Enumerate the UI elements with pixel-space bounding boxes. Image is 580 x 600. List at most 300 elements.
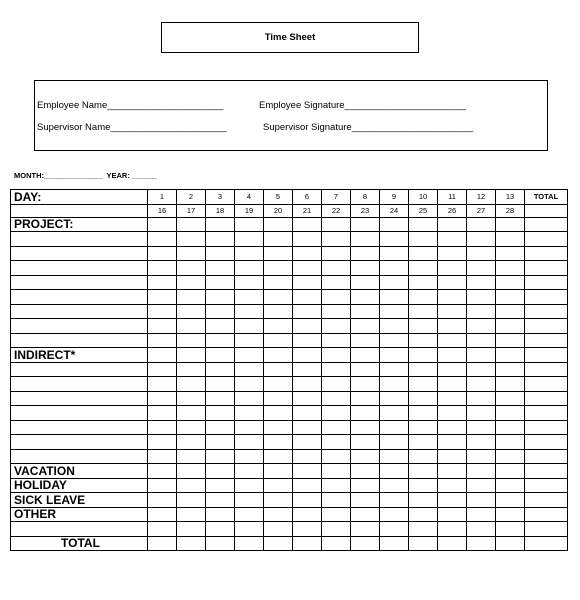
supervisor-signature-field[interactable]: Supervisor Signature_______________________	[263, 122, 474, 133]
employee-signature-field[interactable]: Employee Signature_______________________	[259, 100, 467, 111]
hours-cell[interactable]	[438, 478, 467, 493]
hours-cell[interactable]	[293, 304, 322, 319]
hours-cell[interactable]	[351, 232, 380, 247]
hours-cell[interactable]	[351, 449, 380, 464]
hours-cell[interactable]	[235, 435, 264, 450]
hours-cell[interactable]	[206, 507, 235, 522]
hours-cell[interactable]	[467, 319, 496, 334]
hours-cell[interactable]	[438, 464, 467, 479]
hours-cell[interactable]	[206, 304, 235, 319]
hours-cell[interactable]	[438, 420, 467, 435]
hours-cell[interactable]	[235, 275, 264, 290]
hours-cell[interactable]	[264, 449, 293, 464]
hours-cell[interactable]	[467, 232, 496, 247]
hours-cell[interactable]	[235, 362, 264, 377]
hours-cell[interactable]	[351, 348, 380, 363]
hours-cell[interactable]	[496, 275, 525, 290]
hours-cell[interactable]	[380, 406, 409, 421]
hours-cell[interactable]	[293, 261, 322, 276]
hours-cell[interactable]	[438, 493, 467, 508]
hours-cell[interactable]	[293, 464, 322, 479]
hours-cell[interactable]	[351, 522, 380, 537]
hours-cell[interactable]	[293, 348, 322, 363]
hours-cell[interactable]	[177, 290, 206, 305]
hours-cell[interactable]	[235, 232, 264, 247]
employee-name-field[interactable]: Employee Name______________________	[37, 100, 224, 111]
hours-cell[interactable]	[206, 348, 235, 363]
hours-cell[interactable]	[293, 246, 322, 261]
hours-cell[interactable]	[206, 435, 235, 450]
hours-cell[interactable]	[322, 435, 351, 450]
hours-cell[interactable]	[467, 333, 496, 348]
hours-cell[interactable]	[438, 391, 467, 406]
hours-cell[interactable]	[380, 536, 409, 551]
hours-cell[interactable]	[380, 464, 409, 479]
hours-cell[interactable]	[148, 217, 177, 232]
hours-cell[interactable]	[496, 435, 525, 450]
hours-cell[interactable]	[467, 522, 496, 537]
hours-cell[interactable]	[206, 217, 235, 232]
hours-cell[interactable]	[148, 435, 177, 450]
row-total-cell[interactable]	[525, 435, 568, 450]
hours-cell[interactable]	[351, 319, 380, 334]
hours-cell[interactable]	[496, 348, 525, 363]
hours-cell[interactable]	[380, 478, 409, 493]
hours-cell[interactable]	[351, 290, 380, 305]
hours-cell[interactable]	[467, 261, 496, 276]
hours-cell[interactable]	[235, 391, 264, 406]
hours-cell[interactable]	[264, 348, 293, 363]
hours-cell[interactable]	[409, 261, 438, 276]
hours-cell[interactable]	[293, 290, 322, 305]
hours-cell[interactable]	[380, 304, 409, 319]
hours-cell[interactable]	[351, 217, 380, 232]
row-total-cell[interactable]	[525, 420, 568, 435]
hours-cell[interactable]	[438, 522, 467, 537]
hours-cell[interactable]	[496, 304, 525, 319]
hours-cell[interactable]	[322, 304, 351, 319]
hours-cell[interactable]	[293, 232, 322, 247]
hours-cell[interactable]	[467, 449, 496, 464]
hours-cell[interactable]	[264, 435, 293, 450]
hours-cell[interactable]	[409, 275, 438, 290]
hours-cell[interactable]	[496, 261, 525, 276]
hours-cell[interactable]	[496, 362, 525, 377]
hours-cell[interactable]	[380, 246, 409, 261]
hours-cell[interactable]	[322, 232, 351, 247]
hours-cell[interactable]	[206, 333, 235, 348]
hours-cell[interactable]	[235, 464, 264, 479]
row-total-cell[interactable]	[525, 319, 568, 334]
hours-cell[interactable]	[409, 435, 438, 450]
hours-cell[interactable]	[177, 464, 206, 479]
hours-cell[interactable]	[206, 246, 235, 261]
hours-cell[interactable]	[293, 478, 322, 493]
hours-cell[interactable]	[264, 377, 293, 392]
hours-cell[interactable]	[177, 507, 206, 522]
hours-cell[interactable]	[264, 290, 293, 305]
hours-cell[interactable]	[264, 478, 293, 493]
row-total-cell[interactable]	[525, 449, 568, 464]
hours-cell[interactable]	[206, 449, 235, 464]
hours-cell[interactable]	[467, 406, 496, 421]
hours-cell[interactable]	[467, 362, 496, 377]
hours-cell[interactable]	[148, 232, 177, 247]
hours-cell[interactable]	[496, 319, 525, 334]
hours-cell[interactable]	[496, 333, 525, 348]
hours-cell[interactable]	[264, 536, 293, 551]
hours-cell[interactable]	[322, 507, 351, 522]
hours-cell[interactable]	[177, 333, 206, 348]
hours-cell[interactable]	[467, 507, 496, 522]
hours-cell[interactable]	[148, 391, 177, 406]
hours-cell[interactable]	[409, 507, 438, 522]
hours-cell[interactable]	[351, 507, 380, 522]
hours-cell[interactable]	[467, 377, 496, 392]
hours-cell[interactable]	[264, 246, 293, 261]
hours-cell[interactable]	[351, 304, 380, 319]
hours-cell[interactable]	[351, 333, 380, 348]
hours-cell[interactable]	[409, 333, 438, 348]
hours-cell[interactable]	[235, 333, 264, 348]
hours-cell[interactable]	[177, 449, 206, 464]
row-total-cell[interactable]	[525, 464, 568, 479]
hours-cell[interactable]	[177, 478, 206, 493]
hours-cell[interactable]	[351, 464, 380, 479]
hours-cell[interactable]	[380, 232, 409, 247]
hours-cell[interactable]	[322, 536, 351, 551]
row-total-cell[interactable]	[525, 232, 568, 247]
hours-cell[interactable]	[206, 536, 235, 551]
hours-cell[interactable]	[438, 333, 467, 348]
row-total-cell[interactable]	[525, 391, 568, 406]
hours-cell[interactable]	[322, 246, 351, 261]
row-total-cell[interactable]	[525, 377, 568, 392]
hours-cell[interactable]	[235, 377, 264, 392]
hours-cell[interactable]	[293, 507, 322, 522]
hours-cell[interactable]	[322, 319, 351, 334]
row-total-cell[interactable]	[525, 261, 568, 276]
hours-cell[interactable]	[409, 464, 438, 479]
hours-cell[interactable]	[351, 377, 380, 392]
hours-cell[interactable]	[409, 232, 438, 247]
hours-cell[interactable]	[206, 493, 235, 508]
hours-cell[interactable]	[177, 536, 206, 551]
hours-cell[interactable]	[293, 275, 322, 290]
hours-cell[interactable]	[409, 319, 438, 334]
hours-cell[interactable]	[235, 348, 264, 363]
hours-cell[interactable]	[496, 420, 525, 435]
hours-cell[interactable]	[148, 348, 177, 363]
hours-cell[interactable]	[438, 304, 467, 319]
hours-cell[interactable]	[235, 507, 264, 522]
row-total-cell[interactable]	[525, 275, 568, 290]
hours-cell[interactable]	[322, 261, 351, 276]
row-total-cell[interactable]	[525, 362, 568, 377]
hours-cell[interactable]	[177, 435, 206, 450]
hours-cell[interactable]	[409, 478, 438, 493]
hours-cell[interactable]	[438, 261, 467, 276]
hours-cell[interactable]	[438, 232, 467, 247]
hours-cell[interactable]	[322, 406, 351, 421]
hours-cell[interactable]	[409, 246, 438, 261]
hours-cell[interactable]	[264, 420, 293, 435]
hours-cell[interactable]	[235, 261, 264, 276]
hours-cell[interactable]	[148, 304, 177, 319]
hours-cell[interactable]	[264, 333, 293, 348]
hours-cell[interactable]	[322, 362, 351, 377]
hours-cell[interactable]	[409, 217, 438, 232]
row-total-cell[interactable]	[525, 290, 568, 305]
hours-cell[interactable]	[409, 420, 438, 435]
hours-cell[interactable]	[467, 290, 496, 305]
hours-cell[interactable]	[380, 348, 409, 363]
row-total-cell[interactable]	[525, 217, 568, 232]
hours-cell[interactable]	[467, 478, 496, 493]
hours-cell[interactable]	[235, 522, 264, 537]
hours-cell[interactable]	[293, 377, 322, 392]
hours-cell[interactable]	[467, 464, 496, 479]
hours-cell[interactable]	[235, 304, 264, 319]
hours-cell[interactable]	[293, 493, 322, 508]
hours-cell[interactable]	[235, 290, 264, 305]
hours-cell[interactable]	[351, 362, 380, 377]
hours-cell[interactable]	[177, 261, 206, 276]
hours-cell[interactable]	[293, 333, 322, 348]
hours-cell[interactable]	[264, 261, 293, 276]
hours-cell[interactable]	[467, 275, 496, 290]
hours-cell[interactable]	[351, 391, 380, 406]
row-total-cell[interactable]	[525, 493, 568, 508]
hours-cell[interactable]	[148, 464, 177, 479]
hours-cell[interactable]	[438, 348, 467, 363]
month-field[interactable]: MONTH:______________	[14, 171, 103, 180]
hours-cell[interactable]	[148, 362, 177, 377]
hours-cell[interactable]	[322, 493, 351, 508]
hours-cell[interactable]	[235, 420, 264, 435]
hours-cell[interactable]	[380, 391, 409, 406]
hours-cell[interactable]	[496, 464, 525, 479]
hours-cell[interactable]	[438, 507, 467, 522]
hours-cell[interactable]	[322, 391, 351, 406]
hours-cell[interactable]	[438, 275, 467, 290]
hours-cell[interactable]	[322, 377, 351, 392]
hours-cell[interactable]	[380, 261, 409, 276]
hours-cell[interactable]	[467, 304, 496, 319]
hours-cell[interactable]	[293, 217, 322, 232]
hours-cell[interactable]	[264, 464, 293, 479]
hours-cell[interactable]	[148, 478, 177, 493]
hours-cell[interactable]	[380, 435, 409, 450]
hours-cell[interactable]	[496, 449, 525, 464]
hours-cell[interactable]	[148, 493, 177, 508]
hours-cell[interactable]	[380, 522, 409, 537]
hours-cell[interactable]	[380, 449, 409, 464]
hours-cell[interactable]	[438, 449, 467, 464]
hours-cell[interactable]	[409, 362, 438, 377]
hours-cell[interactable]	[177, 377, 206, 392]
year-field[interactable]: YEAR: ______	[106, 171, 157, 180]
hours-cell[interactable]	[148, 507, 177, 522]
hours-cell[interactable]	[264, 217, 293, 232]
hours-cell[interactable]	[380, 362, 409, 377]
hours-cell[interactable]	[293, 391, 322, 406]
hours-cell[interactable]	[148, 536, 177, 551]
hours-cell[interactable]	[177, 420, 206, 435]
hours-cell[interactable]	[177, 493, 206, 508]
hours-cell[interactable]	[496, 493, 525, 508]
hours-cell[interactable]	[148, 522, 177, 537]
hours-cell[interactable]	[177, 319, 206, 334]
hours-cell[interactable]	[177, 246, 206, 261]
hours-cell[interactable]	[496, 391, 525, 406]
row-total-cell[interactable]	[525, 246, 568, 261]
hours-cell[interactable]	[177, 522, 206, 537]
hours-cell[interactable]	[177, 391, 206, 406]
hours-cell[interactable]	[322, 420, 351, 435]
hours-cell[interactable]	[409, 391, 438, 406]
hours-cell[interactable]	[496, 406, 525, 421]
hours-cell[interactable]	[322, 290, 351, 305]
hours-cell[interactable]	[148, 319, 177, 334]
hours-cell[interactable]	[206, 420, 235, 435]
hours-cell[interactable]	[380, 420, 409, 435]
hours-cell[interactable]	[293, 522, 322, 537]
hours-cell[interactable]	[148, 261, 177, 276]
hours-cell[interactable]	[496, 217, 525, 232]
hours-cell[interactable]	[380, 333, 409, 348]
hours-cell[interactable]	[409, 536, 438, 551]
hours-cell[interactable]	[293, 406, 322, 421]
hours-cell[interactable]	[148, 377, 177, 392]
hours-cell[interactable]	[264, 362, 293, 377]
hours-cell[interactable]	[293, 319, 322, 334]
row-total-cell[interactable]	[525, 522, 568, 537]
hours-cell[interactable]	[177, 406, 206, 421]
row-total-cell[interactable]	[525, 507, 568, 522]
hours-cell[interactable]	[235, 478, 264, 493]
row-total-cell[interactable]	[525, 333, 568, 348]
hours-cell[interactable]	[438, 377, 467, 392]
hours-cell[interactable]	[351, 261, 380, 276]
hours-cell[interactable]	[148, 420, 177, 435]
hours-cell[interactable]	[322, 478, 351, 493]
hours-cell[interactable]	[438, 319, 467, 334]
hours-cell[interactable]	[438, 290, 467, 305]
hours-cell[interactable]	[235, 246, 264, 261]
row-total-cell[interactable]	[525, 348, 568, 363]
hours-cell[interactable]	[351, 536, 380, 551]
hours-cell[interactable]	[177, 304, 206, 319]
hours-cell[interactable]	[148, 290, 177, 305]
hours-cell[interactable]	[206, 406, 235, 421]
hours-cell[interactable]	[351, 246, 380, 261]
hours-cell[interactable]	[148, 246, 177, 261]
hours-cell[interactable]	[206, 478, 235, 493]
hours-cell[interactable]	[293, 420, 322, 435]
hours-cell[interactable]	[467, 391, 496, 406]
hours-cell[interactable]	[206, 290, 235, 305]
hours-cell[interactable]	[235, 493, 264, 508]
hours-cell[interactable]	[438, 362, 467, 377]
hours-cell[interactable]	[467, 493, 496, 508]
hours-cell[interactable]	[293, 435, 322, 450]
hours-cell[interactable]	[438, 217, 467, 232]
hours-cell[interactable]	[380, 319, 409, 334]
hours-cell[interactable]	[409, 406, 438, 421]
hours-cell[interactable]	[380, 493, 409, 508]
hours-cell[interactable]	[409, 348, 438, 363]
hours-cell[interactable]	[496, 507, 525, 522]
hours-cell[interactable]	[496, 377, 525, 392]
hours-cell[interactable]	[235, 217, 264, 232]
hours-cell[interactable]	[351, 435, 380, 450]
hours-cell[interactable]	[148, 449, 177, 464]
hours-cell[interactable]	[409, 290, 438, 305]
hours-cell[interactable]	[380, 275, 409, 290]
row-total-cell[interactable]	[525, 406, 568, 421]
hours-cell[interactable]	[467, 217, 496, 232]
hours-cell[interactable]	[380, 217, 409, 232]
row-total-cell[interactable]	[525, 478, 568, 493]
hours-cell[interactable]	[496, 290, 525, 305]
hours-cell[interactable]	[177, 348, 206, 363]
hours-cell[interactable]	[235, 319, 264, 334]
hours-cell[interactable]	[235, 406, 264, 421]
hours-cell[interactable]	[467, 420, 496, 435]
hours-cell[interactable]	[235, 449, 264, 464]
hours-cell[interactable]	[438, 406, 467, 421]
hours-cell[interactable]	[438, 536, 467, 551]
hours-cell[interactable]	[206, 261, 235, 276]
hours-cell[interactable]	[322, 333, 351, 348]
hours-cell[interactable]	[409, 522, 438, 537]
hours-cell[interactable]	[322, 522, 351, 537]
hours-cell[interactable]	[177, 362, 206, 377]
hours-cell[interactable]	[206, 232, 235, 247]
hours-cell[interactable]	[496, 536, 525, 551]
hours-cell[interactable]	[322, 464, 351, 479]
hours-cell[interactable]	[177, 275, 206, 290]
hours-cell[interactable]	[351, 493, 380, 508]
hours-cell[interactable]	[409, 377, 438, 392]
hours-cell[interactable]	[380, 290, 409, 305]
hours-cell[interactable]	[264, 406, 293, 421]
hours-cell[interactable]	[351, 275, 380, 290]
hours-cell[interactable]	[380, 507, 409, 522]
hours-cell[interactable]	[264, 275, 293, 290]
supervisor-name-field[interactable]: Supervisor Name______________________	[37, 122, 227, 133]
hours-cell[interactable]	[264, 232, 293, 247]
hours-cell[interactable]	[409, 304, 438, 319]
hours-cell[interactable]	[467, 435, 496, 450]
hours-cell[interactable]	[177, 232, 206, 247]
hours-cell[interactable]	[206, 275, 235, 290]
hours-cell[interactable]	[496, 232, 525, 247]
hours-cell[interactable]	[148, 333, 177, 348]
hours-cell[interactable]	[467, 348, 496, 363]
hours-cell[interactable]	[206, 391, 235, 406]
hours-cell[interactable]	[264, 507, 293, 522]
hours-cell[interactable]	[235, 536, 264, 551]
hours-cell[interactable]	[496, 522, 525, 537]
hours-cell[interactable]	[148, 406, 177, 421]
row-total-cell[interactable]	[525, 536, 568, 551]
hours-cell[interactable]	[264, 319, 293, 334]
hours-cell[interactable]	[438, 246, 467, 261]
hours-cell[interactable]	[264, 391, 293, 406]
hours-cell[interactable]	[409, 449, 438, 464]
